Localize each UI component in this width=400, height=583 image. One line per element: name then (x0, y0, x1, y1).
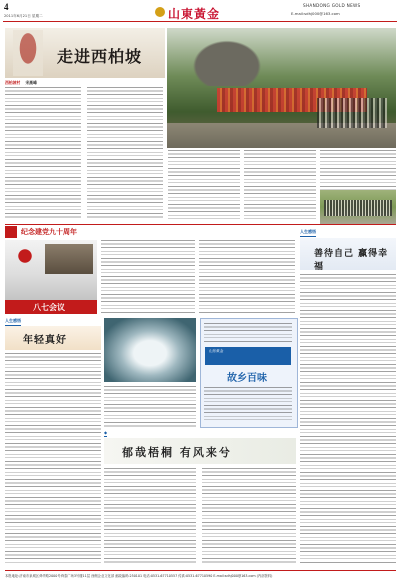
meeting-photo (5, 240, 97, 300)
hometown-column-label: 山东黄金 (209, 349, 224, 353)
meeting-article-col-2 (199, 240, 295, 315)
right-article (300, 229, 396, 569)
right-title: 善待自己 赢得幸福 (314, 249, 389, 272)
left-article (5, 318, 101, 568)
page-header (3, 2, 397, 24)
group-photo (320, 190, 396, 224)
masthead-logo: 山東黃金 (155, 5, 249, 21)
header-email: E-mail:sdhj000@163.com (291, 11, 340, 16)
story-column-label: 西柏坡村 宋高峰 (5, 80, 37, 85)
right-column-label: 人生感悟 (300, 229, 316, 237)
header-rule (3, 21, 397, 22)
story-col-5 (320, 150, 396, 190)
page-number: 4 (4, 2, 9, 12)
left-column-label: 人生感悟 (5, 318, 21, 326)
story-col-3 (168, 150, 240, 220)
story-col-4 (244, 150, 316, 220)
masthead-en: SHANDONG GOLD NEWS (303, 3, 361, 8)
left-title: 年轻真好 (23, 335, 67, 346)
hometown-box (200, 318, 298, 428)
fountain-photo (104, 318, 196, 382)
meeting-caption-bar (5, 300, 97, 314)
main-story-body (5, 80, 165, 220)
date-line: 2011年6月21日 星期二 (4, 14, 43, 18)
meeting-article-col-1 (101, 240, 195, 315)
footer-info: 本报地址:济南市泉城区舜华路2000号舜泰广场3号楼11层 西侧企业文化部 邮政编码:250101 电话:0531-67710557 传真:0531-67710590 E-mail:sdhj000@163.com (内部资料) (5, 574, 273, 578)
title-photo (5, 28, 165, 78)
main-title: 走进西柏坡 (57, 47, 143, 66)
bottom-title: 郁哉梧桐 有风来兮 (122, 446, 232, 459)
anniversary-banner: 纪念建党九十周年 (5, 226, 135, 238)
bottom-article: ◆ 郁哉梧桐 有风来兮 (104, 430, 296, 566)
meeting-title: 八七会议 (33, 302, 65, 312)
hometown-title: 故乡百味 (227, 373, 267, 384)
statues-photo (167, 28, 396, 148)
